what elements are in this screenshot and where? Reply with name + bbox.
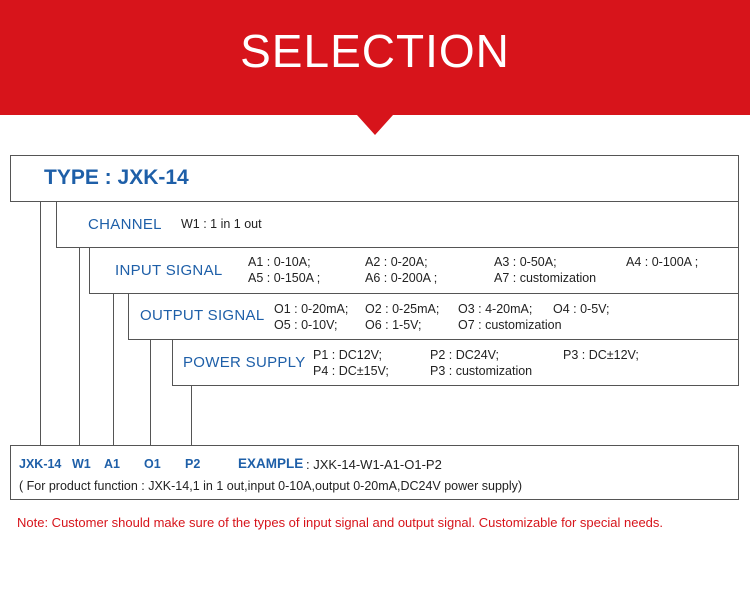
input-option: A5 : 0-150A ; — [248, 271, 321, 285]
power-option: P2 : DC24V; — [430, 348, 500, 362]
input-option: A4 : 0-100A ; — [626, 255, 699, 269]
output-signal-label: OUTPUT SIGNAL — [140, 307, 265, 324]
input-option: A2 : 0-20A; — [365, 255, 428, 269]
channel-label: CHANNEL — [88, 216, 162, 233]
output-option: O7 : customization — [458, 318, 562, 332]
code-type: JXK-14 — [19, 457, 62, 471]
channel-option: W1 : 1 in 1 out — [181, 217, 262, 231]
power-option: P3 : customization — [430, 364, 533, 378]
example-label: EXAMPLE — [238, 456, 304, 471]
power-option: P3 : DC±12V; — [563, 348, 639, 362]
note-text: Note: Customer should make sure of the types of input signal and output signal. Customizable for special needs. — [17, 515, 664, 530]
input-signal-label: INPUT SIGNAL — [115, 262, 223, 279]
power-option: P1 : DC12V; — [313, 348, 383, 362]
example-value: : JXK-14-W1-A1-O1-P2 — [306, 457, 442, 472]
output-option: O5 : 0-10V; — [274, 318, 338, 332]
output-option: O1 : 0-20mA; — [274, 302, 349, 316]
code-power: P2 — [185, 457, 201, 471]
input-option: A7 : customization — [494, 271, 597, 285]
output-option: O2 : 0-25mA; — [365, 302, 440, 316]
input-option: A1 : 0-10A; — [248, 255, 311, 269]
connector-output — [150, 339, 151, 446]
type-label: TYPE : JXK-14 — [44, 166, 189, 189]
power-supply-label: POWER SUPPLY — [183, 354, 306, 371]
input-option: A6 : 0-200A ; — [365, 271, 438, 285]
banner-pointer — [357, 115, 393, 135]
example-description: ( For product function : JXK-14,1 in 1 out,input 0-10A,output 0-20mA,DC24V power supply) — [19, 479, 523, 493]
connector-channel — [79, 247, 80, 446]
connector-type — [40, 201, 41, 446]
code-channel: W1 — [72, 457, 91, 471]
output-option: O6 : 1-5V; — [365, 318, 422, 332]
input-option: A3 : 0-50A; — [494, 255, 557, 269]
output-option: O4 : 0-5V; — [553, 302, 610, 316]
code-input: A1 — [104, 457, 120, 471]
page-title: SELECTION — [240, 25, 510, 77]
code-output: O1 — [144, 457, 161, 471]
connector-input — [113, 293, 114, 446]
connector-power — [191, 385, 192, 446]
output-option: O3 : 4-20mA; — [458, 302, 533, 316]
power-option: P4 : DC±15V; — [313, 364, 389, 378]
